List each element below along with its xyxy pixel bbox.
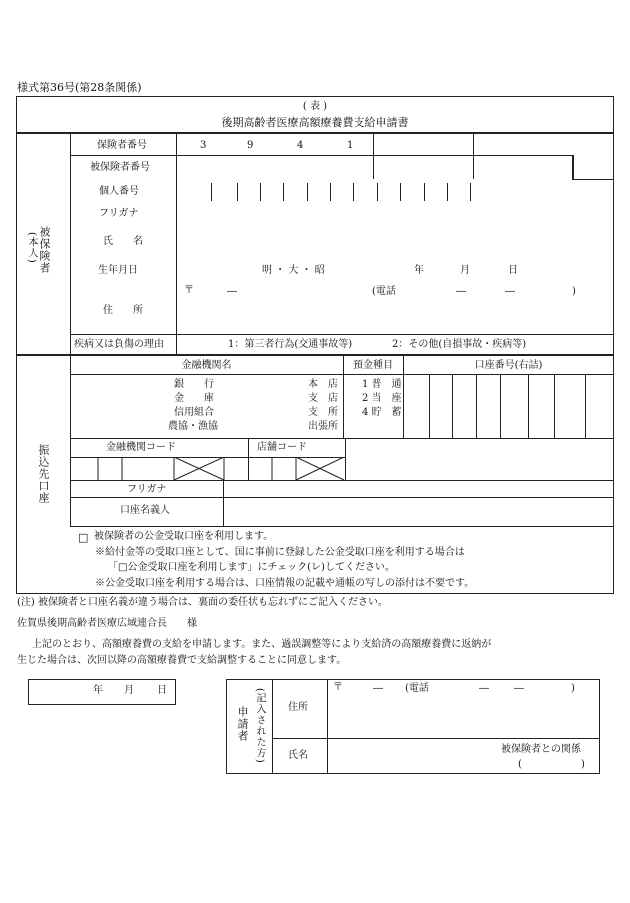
relation-open: ( <box>518 759 522 770</box>
applicant-label: 申請者 <box>236 706 249 742</box>
personal-number-tick <box>447 183 448 201</box>
row-divider <box>70 155 572 156</box>
insurer-step <box>572 179 614 180</box>
applicant-name-label: 氏名 <box>288 750 308 761</box>
bank-section-label: 振込先口座 <box>37 444 50 504</box>
applicant-col-divider <box>272 679 273 774</box>
account-header: 口座番号(右詰) <box>474 360 543 371</box>
statement-line-1: 上記のとおり、高額療養費の支給を申請します。また、過誤調整等により支給済の高額療養費に返納が <box>32 639 492 650</box>
personal-number-tick <box>470 183 471 201</box>
form-title: 後期高齢者医療高額療養費支給申請書 <box>221 116 409 129</box>
insurer-number-divider <box>473 132 474 179</box>
public-note-2: 「□公金受取口座を利用します」にチェック(レ)してください。 <box>108 562 395 573</box>
caution-note: (注) 被保険者と口座名義が違う場合は、裏面の委任状も忘れずにご記入ください。 <box>17 597 388 608</box>
personal-number-tick <box>211 183 212 201</box>
side-label: ( 表 ) <box>302 101 328 112</box>
phone-dash: ― <box>456 286 466 297</box>
col-divider <box>343 354 344 438</box>
public-note-3: ※公金受取口座を利用する場合は、口座情報の記載や通帳の写しの添付は不要です。 <box>95 578 475 589</box>
deposit-type: 2 当 座 <box>362 393 402 404</box>
birth-label: 生年月日 <box>98 265 138 276</box>
personal-number-tick <box>237 183 238 201</box>
reason-label: 疾病又は負傷の理由 <box>74 339 164 350</box>
insured-section-label: 被保険者 <box>38 226 51 274</box>
row-divider <box>70 374 614 375</box>
postal-dash: ― <box>227 286 237 297</box>
applicant-sub: (記入された方) <box>254 688 265 764</box>
public-note-1: ※給付金等の受取口座として、国に事前に登録した公金受取口座を利用する場合は <box>95 547 465 558</box>
inst-type: 農協・漁協 <box>168 421 218 432</box>
phone-open: (電話 <box>372 286 396 297</box>
personal-number-tick <box>260 183 261 201</box>
name-label: 氏 名 <box>103 236 143 247</box>
account-digit-divider <box>429 374 430 438</box>
code-grid <box>70 457 346 481</box>
applicant-phone-dash: ― <box>479 683 489 694</box>
reason-option-1: 1：第三者行為(交通事故等) <box>228 339 353 350</box>
inst-type: 銀 行 <box>174 379 214 390</box>
insurer-digit: 1 <box>347 140 354 151</box>
applicant-address-label: 住所 <box>288 702 308 713</box>
date-day-label: 日 <box>157 685 167 696</box>
account-digit-divider <box>500 374 501 438</box>
form-number: 様式第36号(第28条関係) <box>17 81 142 94</box>
bank-furigana-label: フリガナ <box>127 484 167 495</box>
account-digit-divider <box>476 374 477 438</box>
year-label: 年 <box>414 265 424 276</box>
institution-header: 金融機関名 <box>181 360 232 371</box>
personal-number-tick <box>353 183 354 201</box>
row-divider <box>70 480 614 481</box>
relation-label: 被保険者との関係 <box>501 744 581 755</box>
phone-close: ) <box>572 286 576 297</box>
inst-type: 金 庫 <box>174 393 214 404</box>
inst-type: 信用組合 <box>174 407 214 418</box>
col-divider <box>403 354 404 438</box>
section-divider <box>16 354 614 356</box>
account-digit-divider <box>554 374 555 438</box>
date-year-label: 年 <box>93 685 103 696</box>
month-label: 月 <box>460 265 470 276</box>
personal-number-tick <box>330 183 331 201</box>
applicant-phone-close: ) <box>571 683 575 694</box>
holder-label: 口座名義人 <box>120 505 170 516</box>
personal-number-tick <box>424 183 425 201</box>
deposit-type: 4 貯 蓄 <box>362 407 402 418</box>
applicant-row-divider <box>272 738 600 739</box>
public-account-checkbox[interactable]: □ <box>78 531 89 544</box>
applicant-postal-dash: ― <box>373 683 383 694</box>
account-digit-divider <box>585 374 586 438</box>
personal-number-tick <box>400 183 401 201</box>
row-divider <box>70 438 614 439</box>
row-divider <box>70 526 614 527</box>
personal-number-tick <box>283 183 284 201</box>
statement-line-2: 生じた場合は、次回以降の高額療養費で支給調整することに同意します。 <box>17 655 347 666</box>
insurer-digit: 4 <box>297 140 304 151</box>
insured-section-sub: (本人) <box>26 232 37 264</box>
row-divider <box>70 497 614 498</box>
branch-code-label: 店舗コード <box>257 442 307 453</box>
day-label: 日 <box>508 265 518 276</box>
applicant-phone-open: (電話 <box>405 683 429 694</box>
personal-number-tick <box>307 183 308 201</box>
bank-left-col <box>70 354 71 526</box>
label-col-divider <box>176 132 177 354</box>
furigana-label: フリガナ <box>99 208 139 219</box>
branch-type: 支 店 <box>308 393 338 404</box>
deposit-header: 預金種目 <box>353 360 393 371</box>
applicant-phone-dash: ― <box>514 683 524 694</box>
reason-option-2: 2：その他(自損事故・疾病等) <box>392 339 527 350</box>
inst-code-label: 金融機関コード <box>106 442 176 453</box>
insurer-digit: 9 <box>247 140 254 151</box>
personal-number-label: 個人番号 <box>99 186 139 197</box>
insured-left-col <box>70 132 71 354</box>
public-account-label: 被保険者の公金受取口座を利用します。 <box>94 531 274 542</box>
applicant-postal-mark: 〒 <box>333 682 343 693</box>
row-divider <box>70 334 614 335</box>
holder-label-divider <box>223 480 224 526</box>
insurer-number-label: 保険者番号 <box>97 140 147 151</box>
phone-dash: ― <box>505 286 515 297</box>
era-options: 明 ・ 大 ・ 昭 <box>262 265 325 276</box>
insurer-step <box>572 155 574 179</box>
insured-number-label: 被保険者番号 <box>90 162 150 173</box>
applicant-col-divider <box>327 679 328 774</box>
deposit-type: 1 普 通 <box>362 379 402 390</box>
insurer-digit: 3 <box>200 140 207 151</box>
postal-mark: 〒 <box>184 285 194 296</box>
account-digit-divider <box>528 374 529 438</box>
address-label: 住 所 <box>103 305 143 316</box>
relation-close: ) <box>581 759 585 770</box>
header-divider <box>16 132 614 134</box>
branch-type: 出張所 <box>308 421 338 432</box>
branch-type: 本 店 <box>308 379 338 390</box>
insurer-number-divider <box>373 132 374 179</box>
account-digit-divider <box>452 374 453 438</box>
addressee: 佐賀県後期高齢者医療広域連合長 様 <box>17 618 197 629</box>
branch-type: 支 所 <box>308 407 338 418</box>
date-month-label: 月 <box>124 685 134 696</box>
personal-number-tick <box>377 183 378 201</box>
